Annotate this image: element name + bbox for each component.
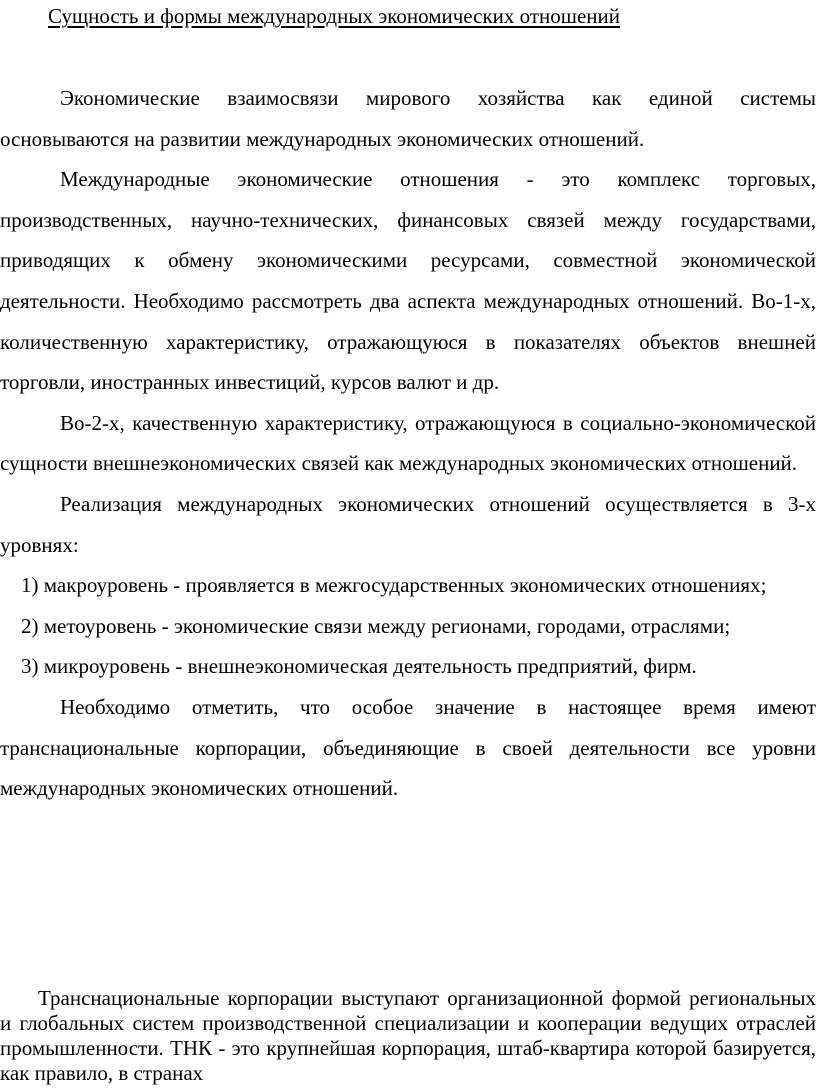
list-item-meso-level: 2) метоуровень - экономические связи между регионами, городами, отраслями; xyxy=(21,613,731,638)
paragraph-intro: Экономические взаимосвязи мирового хозяйства как единой системы основываются на развитии международных экономических отношений. xyxy=(0,86,816,151)
paragraph-definition: Международные экономические отношения - это комплекс торговых, производственных, научно-технических, финансовых связей между государствами, приводящих к обмену экономическими ресурсами, совместной экономической деятельности. Необходимо рассмотреть два аспекта международных отношений. Во-1-х, количественную характеристику, отражающуюся в показателях объектов внешней торговли, иностранных инвестиций, курсов валют и др. xyxy=(0,167,816,395)
list-item-macro-level: 1) макроуровень - проявляется в межгосударственных экономических отношениях; xyxy=(21,573,767,598)
paragraph-levels-intro: Реализация международных экономических отношений осуществляется в 3-х уровнях: xyxy=(0,491,816,557)
paragraph-tnc: Транснациональные корпорации выступают организационной формой региональных и глобальных систем производственной специализации и кооперации ведущих отраслей промышленности. ТНК - это крупнейшая корпорация, штаб-квартира которой базируется, как правило, в странах xyxy=(0,986,816,1085)
document-body xyxy=(0,78,816,809)
paragraph-conclusion: Необходимо отметить, что особое значение в настоящее время имеют транснациональные корпорации, объединяющие в своей деятельности все уровни международных экономических отношений. xyxy=(0,694,816,801)
document-title: Сущность и формы международных экономических отношений xyxy=(48,4,620,28)
paragraph-quality: Во-2-х, качественную характеристику, отражающуюся в социально-экономической сущности внешнеэкономических связей как международных экономических отношений. xyxy=(0,410,816,476)
document-tail xyxy=(0,986,816,1086)
list-item-micro-level: 3) микроуровень - внешнеэкономическая деятельность предприятий, фирм. xyxy=(21,654,697,679)
